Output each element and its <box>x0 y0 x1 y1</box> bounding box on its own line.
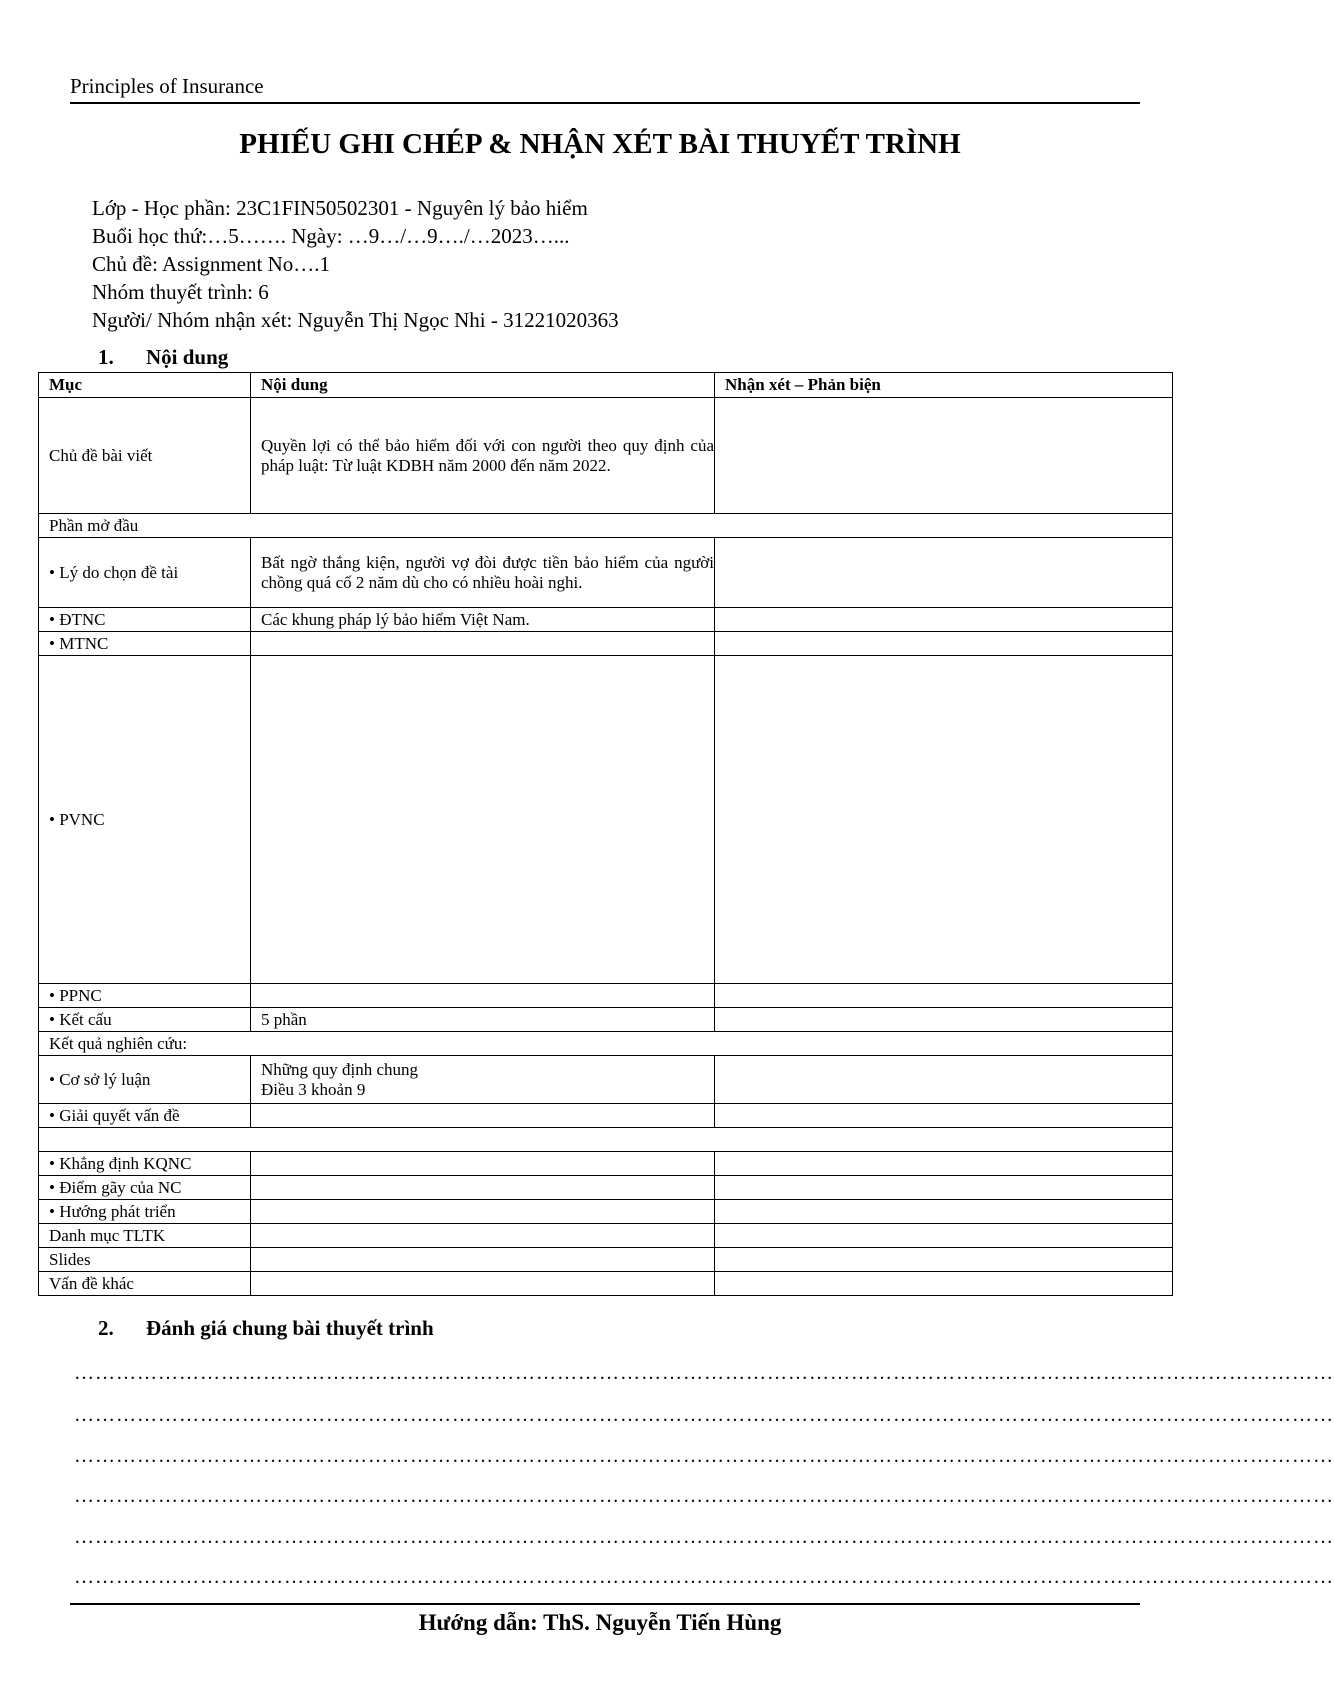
row-content: Quyền lợi có thể bảo hiểm đối với con người theo quy định của pháp luật: Từ luật KDBH năm 2000 đến năm 2022. <box>251 398 715 514</box>
row-comment <box>715 1200 1173 1224</box>
row-label: • Lý do chọn đề tài <box>39 538 251 608</box>
table-row <box>39 1152 1173 1176</box>
row-content <box>251 1152 715 1176</box>
row-label: • MTNC <box>39 632 251 656</box>
row-label <box>39 1128 1173 1152</box>
row-label: • Điểm gãy của NC <box>39 1176 251 1200</box>
document-title: PHIẾU GHI CHÉP & NHẬN XÉT BÀI THUYẾT TRÌNH <box>239 128 961 160</box>
info-group: Nhóm thuyết trình: 6 <box>92 280 269 304</box>
row-label: • PVNC <box>39 656 251 984</box>
header-muc: Mục <box>39 373 251 398</box>
row-content: 5 phần <box>251 1008 715 1032</box>
dotted-answer-line: ……………………………………………………………………………………………………………………………………………………………… <box>74 1445 1334 1467</box>
row-label: • Kết cấu <box>39 1008 251 1032</box>
row-label: Chủ đề bài viết <box>39 398 251 514</box>
table-section-row <box>39 514 1173 538</box>
row-comment <box>715 656 1173 984</box>
info-session: Buổi học thứ:…5……. Ngày: …9…/…9…./…2023…... <box>92 224 570 248</box>
row-label: Kết quả nghiên cứu: <box>39 1032 1173 1056</box>
section-1-heading <box>98 345 228 370</box>
row-label: Vấn đề khác <box>39 1272 251 1296</box>
table-row <box>39 398 1173 514</box>
row-comment <box>715 1224 1173 1248</box>
row-comment <box>715 1272 1173 1296</box>
row-comment <box>715 984 1173 1008</box>
info-class: Lớp - Học phần: 23C1FIN50502301 - Nguyên lý bảo hiểm <box>92 196 588 220</box>
row-content <box>251 1248 715 1272</box>
table-row <box>39 1248 1173 1272</box>
dotted-answer-line: ……………………………………………………………………………………………………………………………………………………………… <box>74 1485 1334 1507</box>
row-label: • Khẳng định KQNC <box>39 1152 251 1176</box>
header-rule <box>70 102 1140 104</box>
row-comment <box>715 538 1173 608</box>
table-row <box>39 1224 1173 1248</box>
row-content <box>251 1056 715 1104</box>
section-2-number: 2. <box>98 1316 114 1340</box>
row-content <box>251 632 715 656</box>
row-comment <box>715 1008 1173 1032</box>
table-row <box>39 1008 1173 1032</box>
row-content <box>251 1272 715 1296</box>
table-section-row <box>39 1032 1173 1056</box>
row-content: Các khung pháp lý bảo hiểm Việt Nam. <box>251 608 715 632</box>
row-label: Phần mở đầu <box>39 514 1173 538</box>
dotted-answer-line: ……………………………………………………………………………………………………………………………………………………………… <box>74 1566 1334 1588</box>
footer-rule <box>70 1603 1140 1605</box>
header-noi-dung: Nội dung <box>251 373 715 398</box>
table-row <box>39 1056 1173 1104</box>
row-comment <box>715 608 1173 632</box>
table-row <box>39 984 1173 1008</box>
info-reviewer: Người/ Nhóm nhận xét: Nguyễn Thị Ngọc Nhi - 31221020363 <box>92 308 619 332</box>
evaluation-table <box>38 372 1173 1296</box>
row-label: • Giải quyết vấn đề <box>39 1104 251 1128</box>
footer-instructor: Hướng dẫn: ThS. Nguyễn Tiến Hùng <box>418 1610 782 1635</box>
section-1-number: 1. <box>98 345 114 369</box>
row-comment <box>715 1104 1173 1128</box>
table-row <box>39 1176 1173 1200</box>
page-header: Principles of Insurance <box>70 74 264 98</box>
table-row <box>39 656 1173 984</box>
table-row <box>39 1104 1173 1128</box>
row-content <box>251 656 715 984</box>
info-topic: Chủ đề: Assignment No….1 <box>92 252 331 276</box>
row-label: • Hướng phát triển <box>39 1200 251 1224</box>
table-section-row <box>39 1128 1173 1152</box>
row-label: Slides <box>39 1248 251 1272</box>
dotted-answer-line: ……………………………………………………………………………………………………………………………………………………………… <box>74 1404 1334 1426</box>
row-label: • ĐTNC <box>39 608 251 632</box>
row-comment <box>715 632 1173 656</box>
row-comment <box>715 1248 1173 1272</box>
row-content <box>251 1224 715 1248</box>
section-1-title: Nội dung <box>146 345 229 369</box>
table-row <box>39 1200 1173 1224</box>
row-content <box>251 1104 715 1128</box>
row-label: Danh mục TLTK <box>39 1224 251 1248</box>
row-label: • PPNC <box>39 984 251 1008</box>
row-comment <box>715 398 1173 514</box>
content-line: Những quy định chung <box>261 1059 419 1079</box>
row-content <box>251 984 715 1008</box>
row-comment <box>715 1056 1173 1104</box>
row-content: Bất ngờ thắng kiện, người vợ đòi được tiền bảo hiểm của người chồng quá cố 2 năm dù cho có nhiều hoài nghi. <box>251 538 715 608</box>
table-row <box>39 538 1173 608</box>
row-content <box>251 1176 715 1200</box>
header-nhan-xet: Nhận xét – Phản biện <box>715 373 1173 398</box>
info-block <box>92 194 619 334</box>
dotted-answer-line: ……………………………………………………………………………………………………………………………………………………………… <box>74 1526 1334 1548</box>
table-header-row <box>39 373 1173 398</box>
row-label: • Cơ sở lý luận <box>39 1056 251 1104</box>
dotted-answer-line: ……………………………………………………………………………………………………………………………………………………………… <box>74 1362 1334 1384</box>
section-2-title: Đánh giá chung bài thuyết trình <box>146 1316 434 1340</box>
content-line: Điều 3 khoản 9 <box>261 1079 366 1099</box>
table-row <box>39 632 1173 656</box>
row-comment <box>715 1176 1173 1200</box>
table-row <box>39 608 1173 632</box>
row-comment <box>715 1152 1173 1176</box>
row-content <box>251 1200 715 1224</box>
table-row <box>39 1272 1173 1296</box>
section-2-heading <box>98 1316 434 1341</box>
